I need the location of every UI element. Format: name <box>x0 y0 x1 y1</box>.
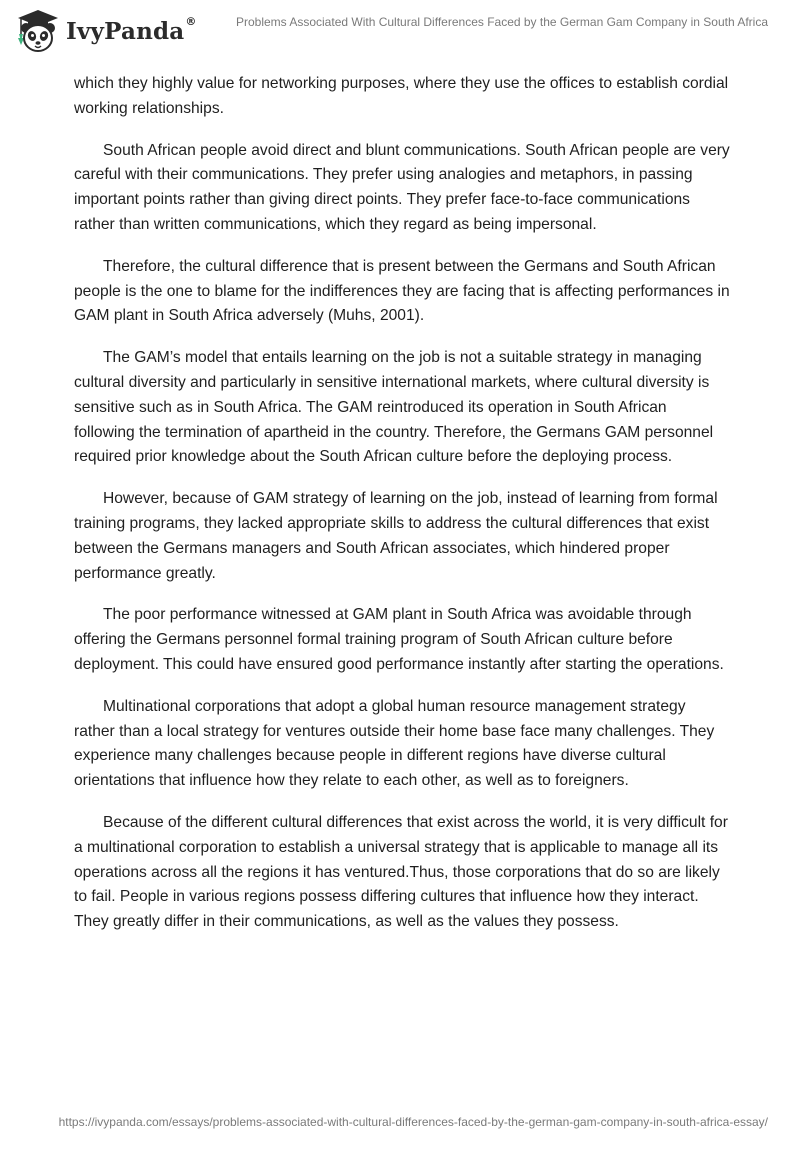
paragraph: South African people avoid direct and blunt communications. South African people are very careful with their communications. They prefer using analogies and metaphors, in passing important points rather than giving direct points. They prefer face-to-face communications rather than written communications, which they regard as being impersonal. <box>74 141 730 233</box>
paragraph: Therefore, the cultural difference that is present between the Germans and South African people is the one to blame for the indifferences they are facing that is affecting performances in GAM plant in South Africa adversely (Muhs, 2001). <box>74 257 730 325</box>
source-url[interactable]: https://ivypanda.com/essays/problems-associated-with-cultural-differences-faced-by-the-german-gam-company-in-south-africa-essay/ <box>58 1115 768 1129</box>
panda-graduate-icon <box>16 8 60 54</box>
paragraph: The GAM’s model that entails learning on the job is not a suitable strategy in managing cultural diversity and particularly in sensitive international markets, where cultural diversity is sensitive such as in South Africa. The GAM reintroduced its operation in South African following the termination of apartheid in the country. Therefore, the Germans GAM personnel required prior knowledge about the South African culture before the deploying process. <box>74 349 714 466</box>
paragraph: The poor performance witnessed at GAM plant in South Africa was avoidable through offering the Germans personnel formal training program of South African culture before deployment. This could have ensured good performance instantly after starting the operations. <box>74 606 724 673</box>
essay-body <box>74 72 730 952</box>
paragraph: Because of the different cultural differences that exist across the world, it is very difficult for a multinational corporation to establish a universal strategy that is applicable to manage all its operations across all the regions it has ventured.Thus, those corporations that do so are likely to fail. People in various regions possess differing cultures that influence how they interact. They greatly differ in their communications, as well as the values they possess. <box>74 813 728 931</box>
paragraph-continuation: which they highly value for networking purposes, where they use the offices to establish cordial working relationships. <box>74 75 729 117</box>
ivypanda-logo[interactable] <box>16 8 197 54</box>
document-title: Problems Associated With Cultural Differences Faced by the German Gam Company in South Africa <box>235 15 768 29</box>
registered-mark: ® <box>185 14 197 28</box>
page-header <box>0 0 800 62</box>
paragraph: Multinational corporations that adopt a global human resource management strategy rather than a local strategy for ventures outside their home base face many challenges. They experience many challenges because people in different regions have diverse cultural orientations that influence how they relate to each other, as well as to foreigners. <box>74 697 715 790</box>
logo-wordmark: IvyPanda® <box>66 14 197 45</box>
paragraph: However, because of GAM strategy of learning on the job, instead of learning from formal training programs, they lacked appropriate skills to address the cultural differences that exist between the Germans managers and South African associates, which hindered proper performance greatly. <box>74 490 718 582</box>
